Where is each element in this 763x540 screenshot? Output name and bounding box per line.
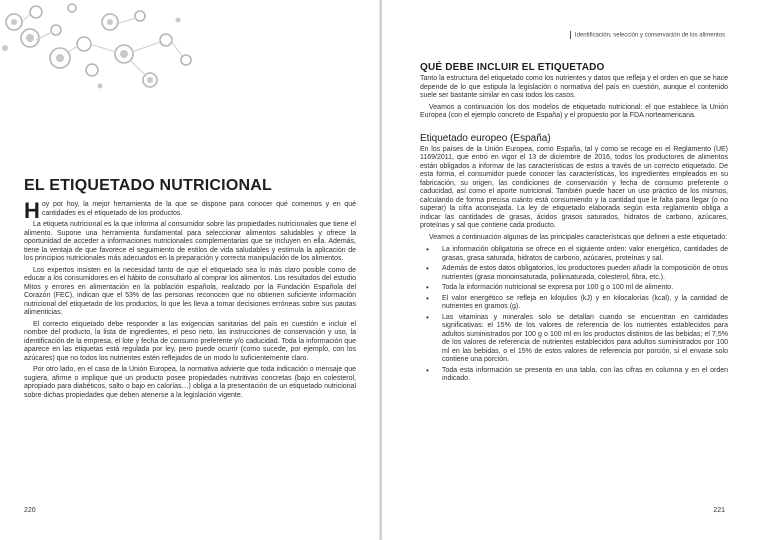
body-paragraph: Veamos a continuación algunas de las principales características que definen a este etiquetado: bbox=[429, 233, 728, 241]
molecule-decoration bbox=[0, 0, 200, 95]
body-paragraph: El correcto etiquetado debe responder a las exigencias sanitarias del país en cuestión e incluir el nombre del producto, la lista de ingredientes, el peso neto, las instrucciones de conservación y uso, la identificación de la empresa, el lote y fecha de consumo preferente y/o caducidad. Toda la información que aparece en las etiquetas está regulada por ley, pero puede ocurrir (como sucede, por ejemplo, con los azúcares) que no todos los nutrientes estén reflejados de un modo lo suficientemente claro. bbox=[24, 320, 356, 362]
list-item: • Además de estos datos obligatorios, los productores pueden añadir la composición de otros nutrientes (grasa monoinsaturada, poliinsaturada, colesterol, fibra, etc.). bbox=[420, 265, 728, 282]
drop-cap: H bbox=[24, 198, 40, 223]
body-paragraph: En los países de la Unión Europea, como España, tal y como se recoge en el Reglamento (UE) 1169/2011, que entró en vigor el 13 de diciembre de 2016, todos los productores de alimentos están obligados a informar de las características de estos a través de un correcto etiquetado. De esta forma, el consumidor puede conocer las características, los ingredientes empleados en su fabricación, su origen, las condiciones de conservación y fecha de consumo preferente o caducidad, así como el aporte nutricional. También puede hacer un uso práctico de los mismos, calculando de forma precisa cuánto está consumiendo y la cantidad que le falta para llegar (o no superar) la cifra aconsejada. La ley de etiquetado elaborada según esta reglamento obliga a indicar las cantidades de grasas, ácidos grasos saturados, hidratos de carbono, azúcares, proteínas y sal que contiene cada producto. bbox=[420, 145, 728, 229]
body-paragraph: Los expertos insisten en la necesidad tanto de que el etiquetado sea lo más claro posible como de educar a los consumidores en el hábito de consultarlo al comprar los alimentos. Los resultados del estudio Mitos y errores en alimentación en la población española, realizado por la Fundación Española del Corazón (FEC), indican que el 53% de las personas reconocen que no obtienen suficiente información nutricional del etiquetado de los productos, lo que les lleva a tomar decisiones erróneas sobre sus pautas alimenticias. bbox=[24, 266, 356, 316]
section-title: QUÉ DEBE INCLUIR EL ETIQUETADO bbox=[420, 62, 605, 73]
subsection-title: Etiquetado europeo (España) bbox=[420, 132, 551, 144]
list-item: • Las vitaminas y minerales solo se detallan cuando se encuentran en cantidades significativas: el 15% de los valores de referencia de los nutrientes establecidos para adultos suministrados por 100 g o 100 ml en los productos distintos de las bebidas; el 7,5% de los valores de referencia de nutrientes establecidos para adultos suministrados por 100 ml en las bebidas, o el 15% de estos valores de referencia por porción, si el envase solo contiene una porción. bbox=[420, 314, 728, 365]
body-paragraph: Por otro lado, en el caso de la Unión Europea, la normativa advierte que toda indicación o mensaje que sugiera, afirme o implique que un producto posee propiedades nutritivas concretas (bajo en colesterol, apropiado para diabéticos, salto o bajo en calorías…) obliga a la presentación de un etiquetado nutricional sobre dichas propiedades que deben atenerse a la legislación vigente. bbox=[24, 366, 356, 399]
page-number-right: 221 bbox=[713, 507, 725, 514]
body-paragraph: La etiqueta nutricional es la que informa al consumidor sobre las propiedades nutricionales que tiene el alimento. Supone una herramienta fundamental para seleccionar alimentos saludables y ofrece la oportunidad de acceder a informaciones nutricionales complementarias que se incluyen en ella. Además, tiene la ventaja de que favorece el seguimiento de estilos de vida saludables y estimula la aplicación de los principios nutricionales más adecuados en la preparación y correcta manipulación de los alimentos. bbox=[24, 221, 356, 262]
right-body-text bbox=[420, 62, 728, 384]
list-item: • La información obligatoria se ofrece en el siguiente orden: valor energético, cantidades de grasas, grasa saturada, hidratos de carbono, azúcares, proteínas y sal. bbox=[420, 246, 728, 263]
body-paragraph: Veamos a continuación los dos modelos de etiquetado nutricional: el que establece la Unión Europea (con el ejemplo concreto de España) y el propuesto por la FDA norteamericana. bbox=[420, 103, 728, 119]
page-title: EL ETIQUETADO NUTRICIONAL bbox=[24, 177, 272, 194]
body-paragraph: Tanto la estructura del etiquetado como los nutrientes y datos que refleja y el orden en que se hace depende de lo que estipula la legislación o normativa del país en cuestión, aunque el contenido suele ser bastante similar en casi todos los casos. bbox=[420, 75, 728, 99]
intro-paragraph bbox=[24, 198, 356, 223]
list-item: • El valor energético se refleja en kilojulios (kJ) y en kilocalorías (kcal), y la cantidad de nutrientes en gramos (g). bbox=[420, 295, 728, 312]
left-body-text bbox=[24, 198, 356, 400]
right-page bbox=[382, 0, 763, 540]
bullet-list bbox=[420, 246, 728, 384]
header-divider bbox=[570, 31, 571, 39]
list-item: • Toda esta información se presenta en una tabla, con las cifras en columna y en el orden indicado. bbox=[420, 367, 728, 384]
intro-text: oy por hoy, la mejor herramienta de la que se dispone para conocer qué comemos y en qué cantidades es el etiquetado de los productos. bbox=[41, 201, 356, 217]
page-number-left: 220 bbox=[24, 507, 36, 514]
running-header-text: Identificación, selección y conservación de los alimentos bbox=[574, 32, 725, 39]
list-item: • Toda la información nutricional se expresa por 100 g o 100 ml de alimento. bbox=[420, 284, 728, 293]
running-header bbox=[570, 31, 725, 39]
left-page bbox=[0, 0, 380, 540]
